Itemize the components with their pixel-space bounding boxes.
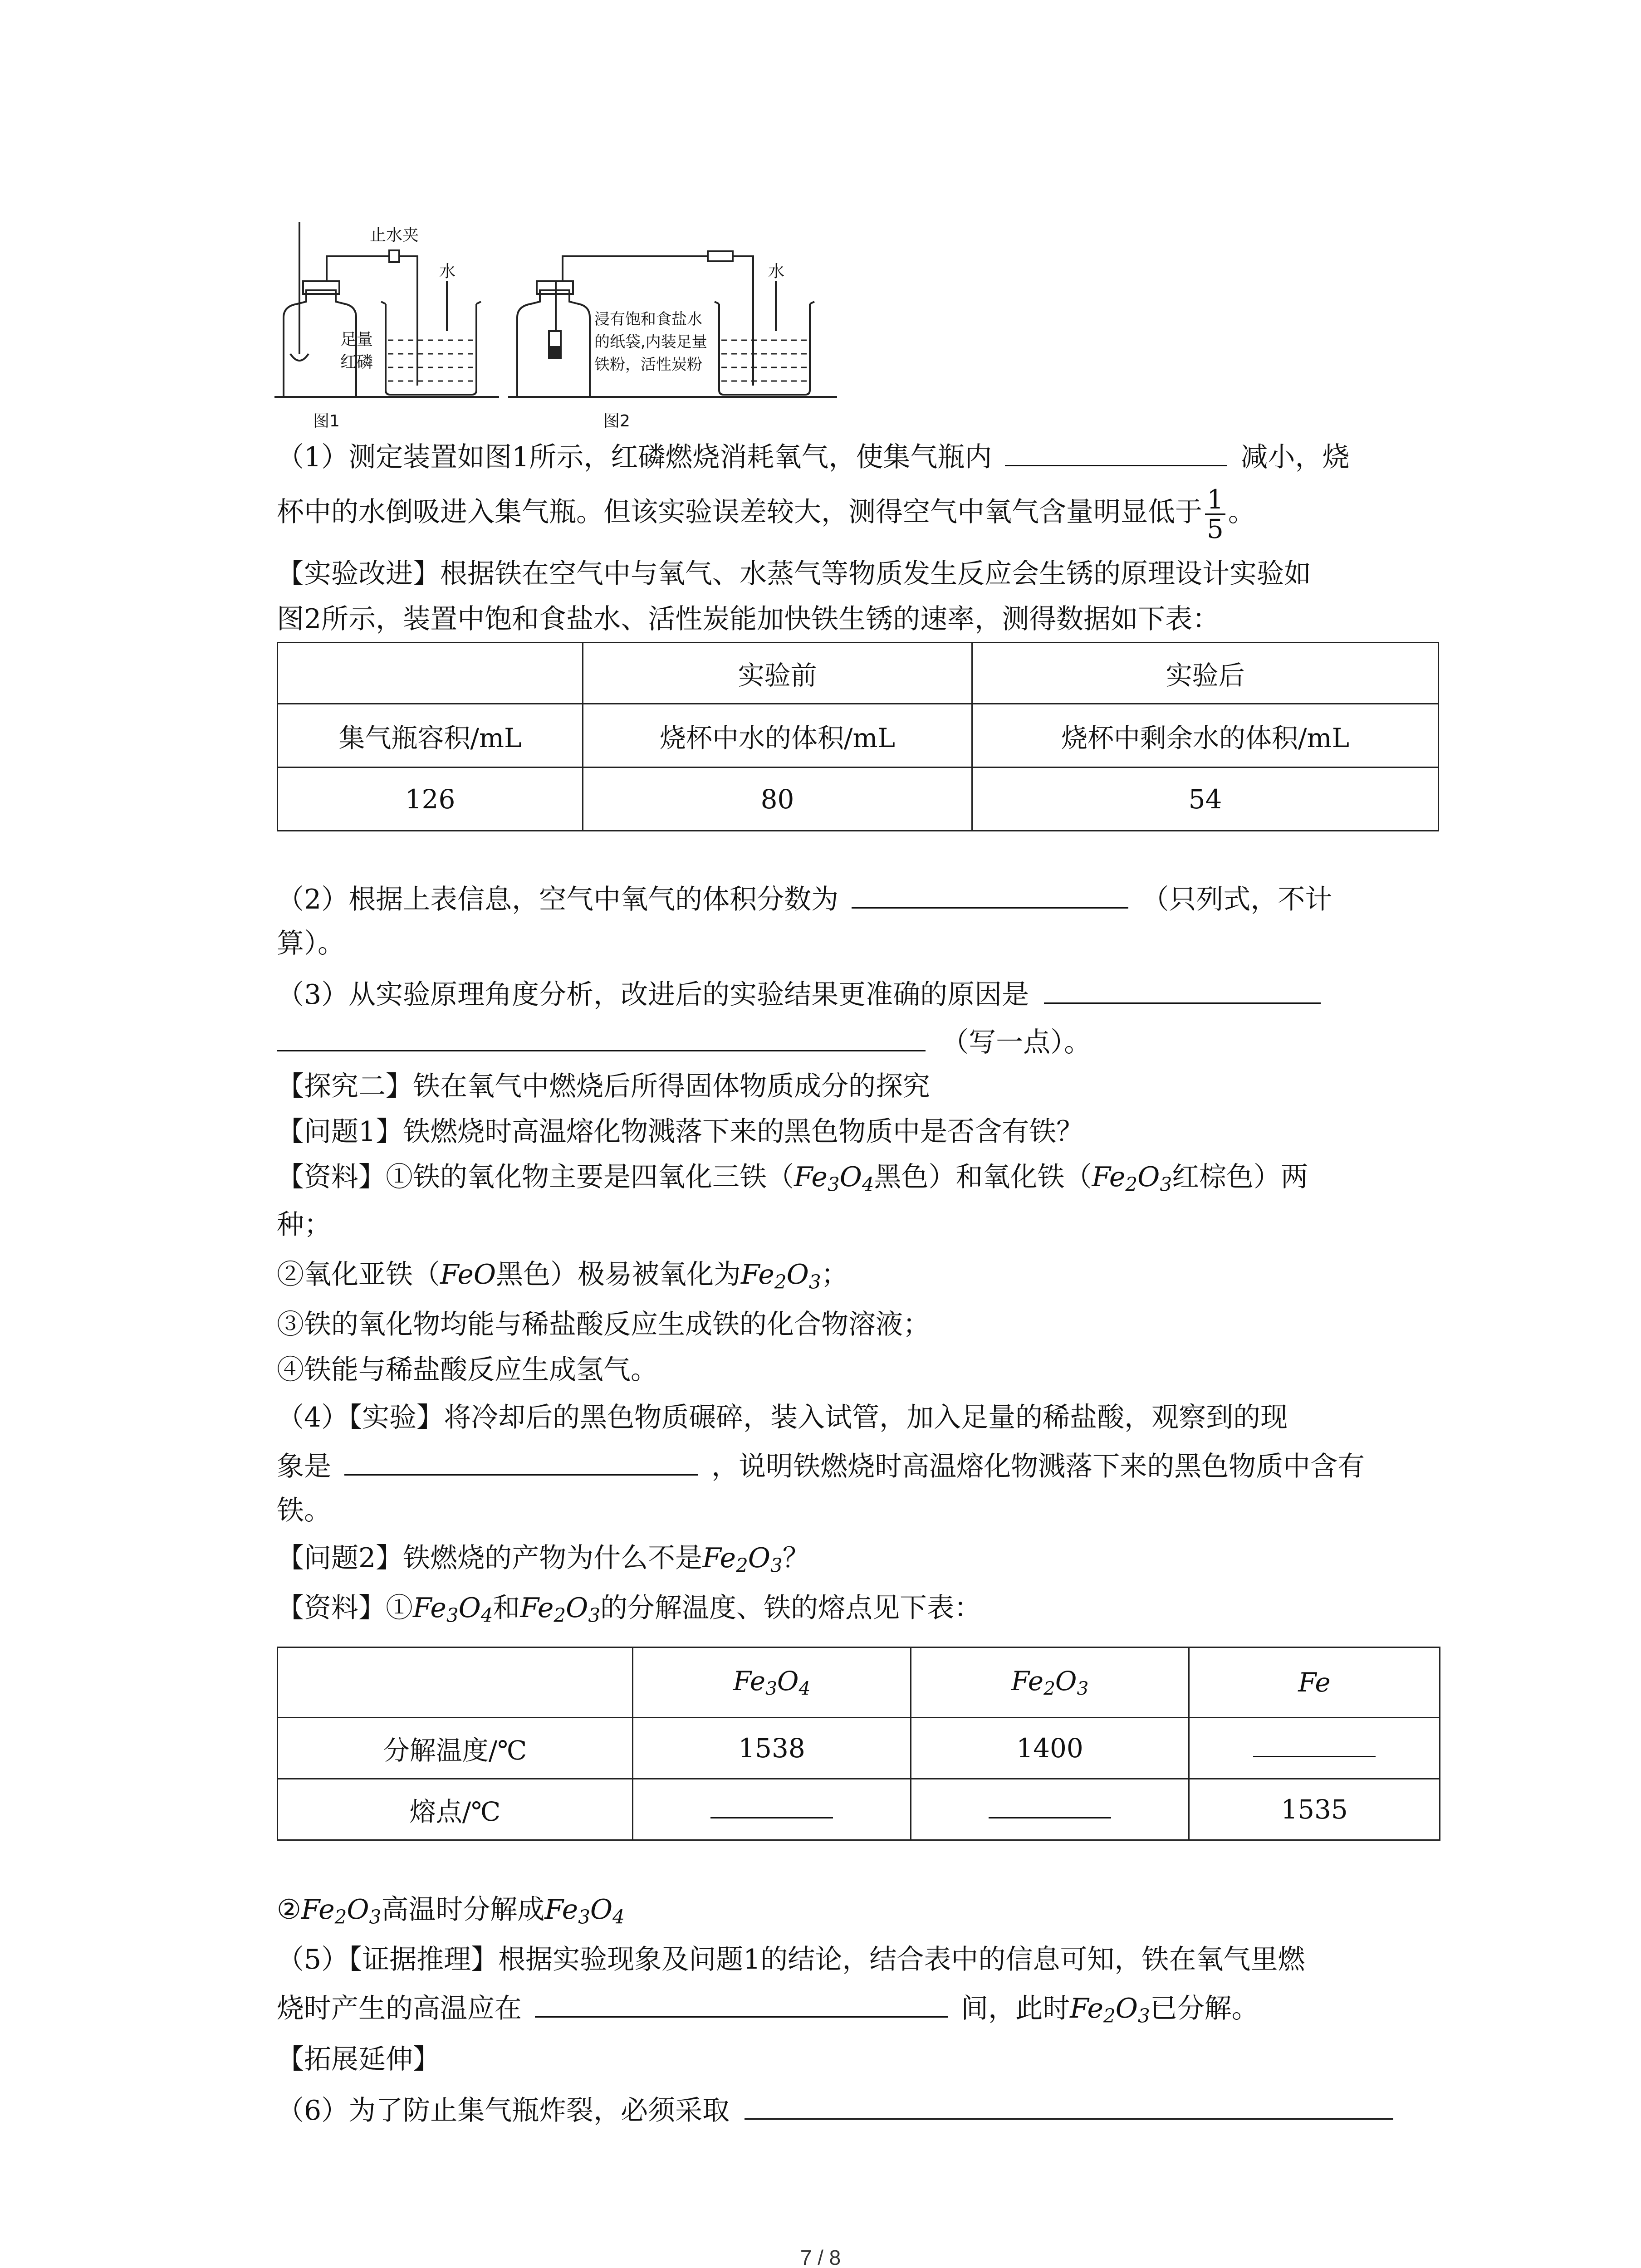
q5-text-b: 间，此时: [961, 1993, 1070, 2024]
red-phosphorus-label-1: 足量: [340, 330, 373, 349]
q6-line: [277, 2091, 1393, 2129]
improve-line2: 图2所示，装置中饱和食盐水、活性炭能加快铁生锈的速率，测得数据如下表：: [277, 603, 1220, 635]
table2-cell: 1535: [1189, 1779, 1440, 1840]
q1-text-end: 。: [1228, 496, 1255, 528]
q2-text-a: （2）根据上表信息，空气中氧气的体积分数为: [277, 884, 839, 915]
q3-answer-blank-1[interactable]: [1044, 975, 1321, 1004]
fig1-label: 图1: [313, 412, 340, 430]
table1-cell: 80: [583, 767, 972, 831]
info1-line: [277, 1159, 1308, 1203]
q1-text-c: 杯中的水倒吸进入集气瓶。但该实验误差较大，测得空气中氧气含量明显低于: [277, 496, 1202, 528]
table1-value-row: [278, 767, 1439, 831]
fe3o4-formula: $Fe_3O_4$: [794, 1161, 874, 1196]
table1-cell: 54: [972, 767, 1439, 831]
q3-answer-blank-2[interactable]: [277, 1023, 926, 1051]
fe2o3-formula: $Fe_2O_3$: [301, 1894, 382, 1928]
table2-decomp-row: [278, 1718, 1440, 1779]
q4-answer-blank[interactable]: [344, 1447, 698, 1476]
fe3o4-formula: $Fe_3O_4$: [413, 1592, 493, 1627]
q3-text: （3）从实验原理角度分析，改进后的实验结果更准确的原因是: [277, 979, 1029, 1011]
q4-text-a: 象是: [277, 1451, 331, 1482]
info-decomp-text: 高温时分解成: [381, 1894, 545, 1926]
info1-line2: 种；: [277, 1209, 331, 1241]
data-table-1: [277, 642, 1439, 831]
q3-line2: [277, 1023, 1091, 1061]
q5-line2: [277, 1989, 1259, 2034]
problem2-text-a: 【问题2】铁燃烧的产物为什么不是: [277, 1542, 703, 1574]
fe2o3-formula: $Fe_2O_3$: [702, 1542, 783, 1577]
q2-answer-blank[interactable]: [852, 880, 1128, 909]
table2-cell: 1538: [633, 1718, 911, 1779]
problem2-info-a: 【资料】①: [277, 1592, 413, 1624]
info2-text-b: 黑色）极易被氧化为: [496, 1259, 741, 1290]
water-label-2: 水: [768, 262, 785, 281]
table2-cell: [911, 1779, 1189, 1840]
fraction-denominator: 5: [1207, 513, 1224, 544]
q5-text-c: 已分解。: [1150, 1993, 1259, 2024]
q2-line1: [277, 880, 1332, 918]
info4-line: ④铁能与稀盐酸反应生成氢气。: [277, 1354, 658, 1386]
apparatus-figure: [272, 218, 839, 431]
q2-line2: 算）。: [277, 928, 345, 959]
fe2o3-formula: $Fe_2O_3$: [741, 1259, 821, 1293]
fe3o4-formula: $Fe_3O_4$: [733, 1665, 811, 1700]
q6-text: （6）为了防止集气瓶炸裂，必须采取: [277, 2095, 730, 2126]
table1-subheader-row: [278, 704, 1439, 767]
info2-line: [277, 1256, 848, 1300]
q4-text-b: ，说明铁燃烧时高温熔化物溅落下来的黑色物质中含有: [711, 1451, 1365, 1482]
q2-text-b: （只列式，不计: [1141, 884, 1332, 915]
table2-cell: [1189, 1647, 1440, 1718]
table2-cell: [1189, 1718, 1440, 1779]
info3-line: ③铁的氧化物均能与稀盐酸反应生成铁的化合物溶液；: [277, 1309, 930, 1340]
bag-label-line1: 浸有饱和食盐水: [594, 310, 702, 328]
table2-cell: 熔点/℃: [278, 1779, 633, 1840]
problem2-text-end: ？: [782, 1542, 810, 1574]
table1-header-row: [278, 643, 1439, 704]
q3-text-end: （写一点）。: [941, 1026, 1092, 1058]
q1-text-b: 减小，烧: [1240, 441, 1350, 473]
fe2o3-formula: $Fe_2O_3$: [1070, 1993, 1150, 2027]
fig2-label: 图2: [603, 412, 630, 430]
improve-line1: 【实验改进】根据铁在空气中与氧气、水蒸气等物质发生反应会生锈的原理设计实验如: [277, 558, 1311, 590]
bag-label-line2: 的纸袋,内装足量: [594, 333, 707, 351]
circle-two-marker: ②: [277, 1894, 301, 1926]
data-table-2: [277, 1647, 1440, 1841]
table2-cell: [278, 1647, 633, 1718]
fe2o3-formula: $Fe_2O_3$: [1011, 1665, 1089, 1700]
table1-cell: [278, 643, 583, 704]
q1-text-a: （1）测定装置如图1所示，红磷燃烧消耗氧气，使集气瓶内: [277, 441, 992, 473]
problem1-line: 【问题1】铁燃烧时高温熔化物溅落下来的黑色物质中是否含有铁？: [277, 1116, 1084, 1148]
q5-text-a: 烧时产生的高温应在: [277, 1993, 522, 2024]
info2-text-end: ；: [821, 1259, 848, 1290]
info1-text-c: 红棕色）两: [1172, 1161, 1308, 1193]
table2-blank: [710, 1794, 833, 1818]
explore2-title: 【探究二】铁在氧气中燃烧后所得固体物质成分的探究: [277, 1070, 930, 1102]
table2-cell: [911, 1647, 1189, 1718]
one-fifth-fraction: [1205, 485, 1225, 543]
water-label-1: 水: [439, 262, 456, 281]
clamp-label: 止水夹: [370, 226, 419, 244]
table2-cell: [633, 1647, 911, 1718]
table2-cell: 1400: [911, 1718, 1189, 1779]
info1-text-b: 黑色）和氧化铁（: [874, 1161, 1092, 1193]
q1-answer-blank[interactable]: [1005, 438, 1227, 466]
q4-line3: 铁。: [277, 1495, 331, 1526]
fraction-numerator: 1: [1205, 485, 1225, 515]
q4-line2: [277, 1447, 1365, 1485]
fe3o4-formula: $Fe_3O_4$: [544, 1894, 625, 1928]
info1-text-a: 【资料】①铁的氧化物主要是四氧化三铁（: [277, 1161, 794, 1193]
table1-cell: 126: [278, 767, 583, 831]
extend-title: 【拓展延伸】: [277, 2043, 440, 2075]
problem2-info-and: 和: [493, 1592, 520, 1624]
table1-cell: 集气瓶容积/mL: [278, 704, 583, 767]
table2-cell: [633, 1779, 911, 1840]
problem2-info-line: [277, 1590, 981, 1634]
fe2o3-formula: $Fe_2O_3$: [520, 1592, 601, 1627]
problem2-info-b: 的分解温度、铁的熔点见下表：: [600, 1592, 982, 1624]
q6-answer-blank[interactable]: [745, 2091, 1393, 2120]
q5-answer-blank[interactable]: [535, 1989, 948, 2018]
info-decomp-line: [277, 1892, 625, 1936]
info2-text-a: ②氧化亚铁（: [277, 1259, 440, 1290]
table1-cell: 实验前: [583, 643, 972, 704]
table1-cell: 烧杯中水的体积/mL: [583, 704, 972, 767]
table2-blank: [1253, 1733, 1376, 1757]
table1-cell: 实验后: [972, 643, 1439, 704]
q1-line2: [277, 485, 1255, 543]
fe-formula: Fe: [1298, 1667, 1331, 1698]
q3-line1: [277, 975, 1321, 1013]
q1-line1: [277, 438, 1350, 475]
table1-cell: 烧杯中剩余水的体积/mL: [972, 704, 1439, 767]
fe2o3-formula: $Fe_2O_3$: [1092, 1161, 1172, 1196]
bag-label-line3: 铁粉，活性炭粉: [594, 356, 702, 374]
red-phosphorus-label-2: 红磷: [340, 353, 373, 371]
table2-cell: 分解温度/℃: [278, 1718, 633, 1779]
table2-header-row: [278, 1647, 1440, 1718]
q5-line1: （5）【证据推理】根据实验现象及问题1的结论，结合表中的信息可知，铁在氧气里燃: [277, 1944, 1305, 1975]
page-number: 7 / 8: [800, 2246, 841, 2268]
feo-formula: FeO: [440, 1259, 496, 1290]
table2-blank: [989, 1794, 1111, 1818]
q4-line1: （4）【实验】将冷却后的黑色物质碾碎，装入试管，加入足量的稀盐酸，观察到的现: [277, 1402, 1288, 1433]
table2-melt-row: [278, 1779, 1440, 1840]
problem2-line: [277, 1540, 810, 1584]
